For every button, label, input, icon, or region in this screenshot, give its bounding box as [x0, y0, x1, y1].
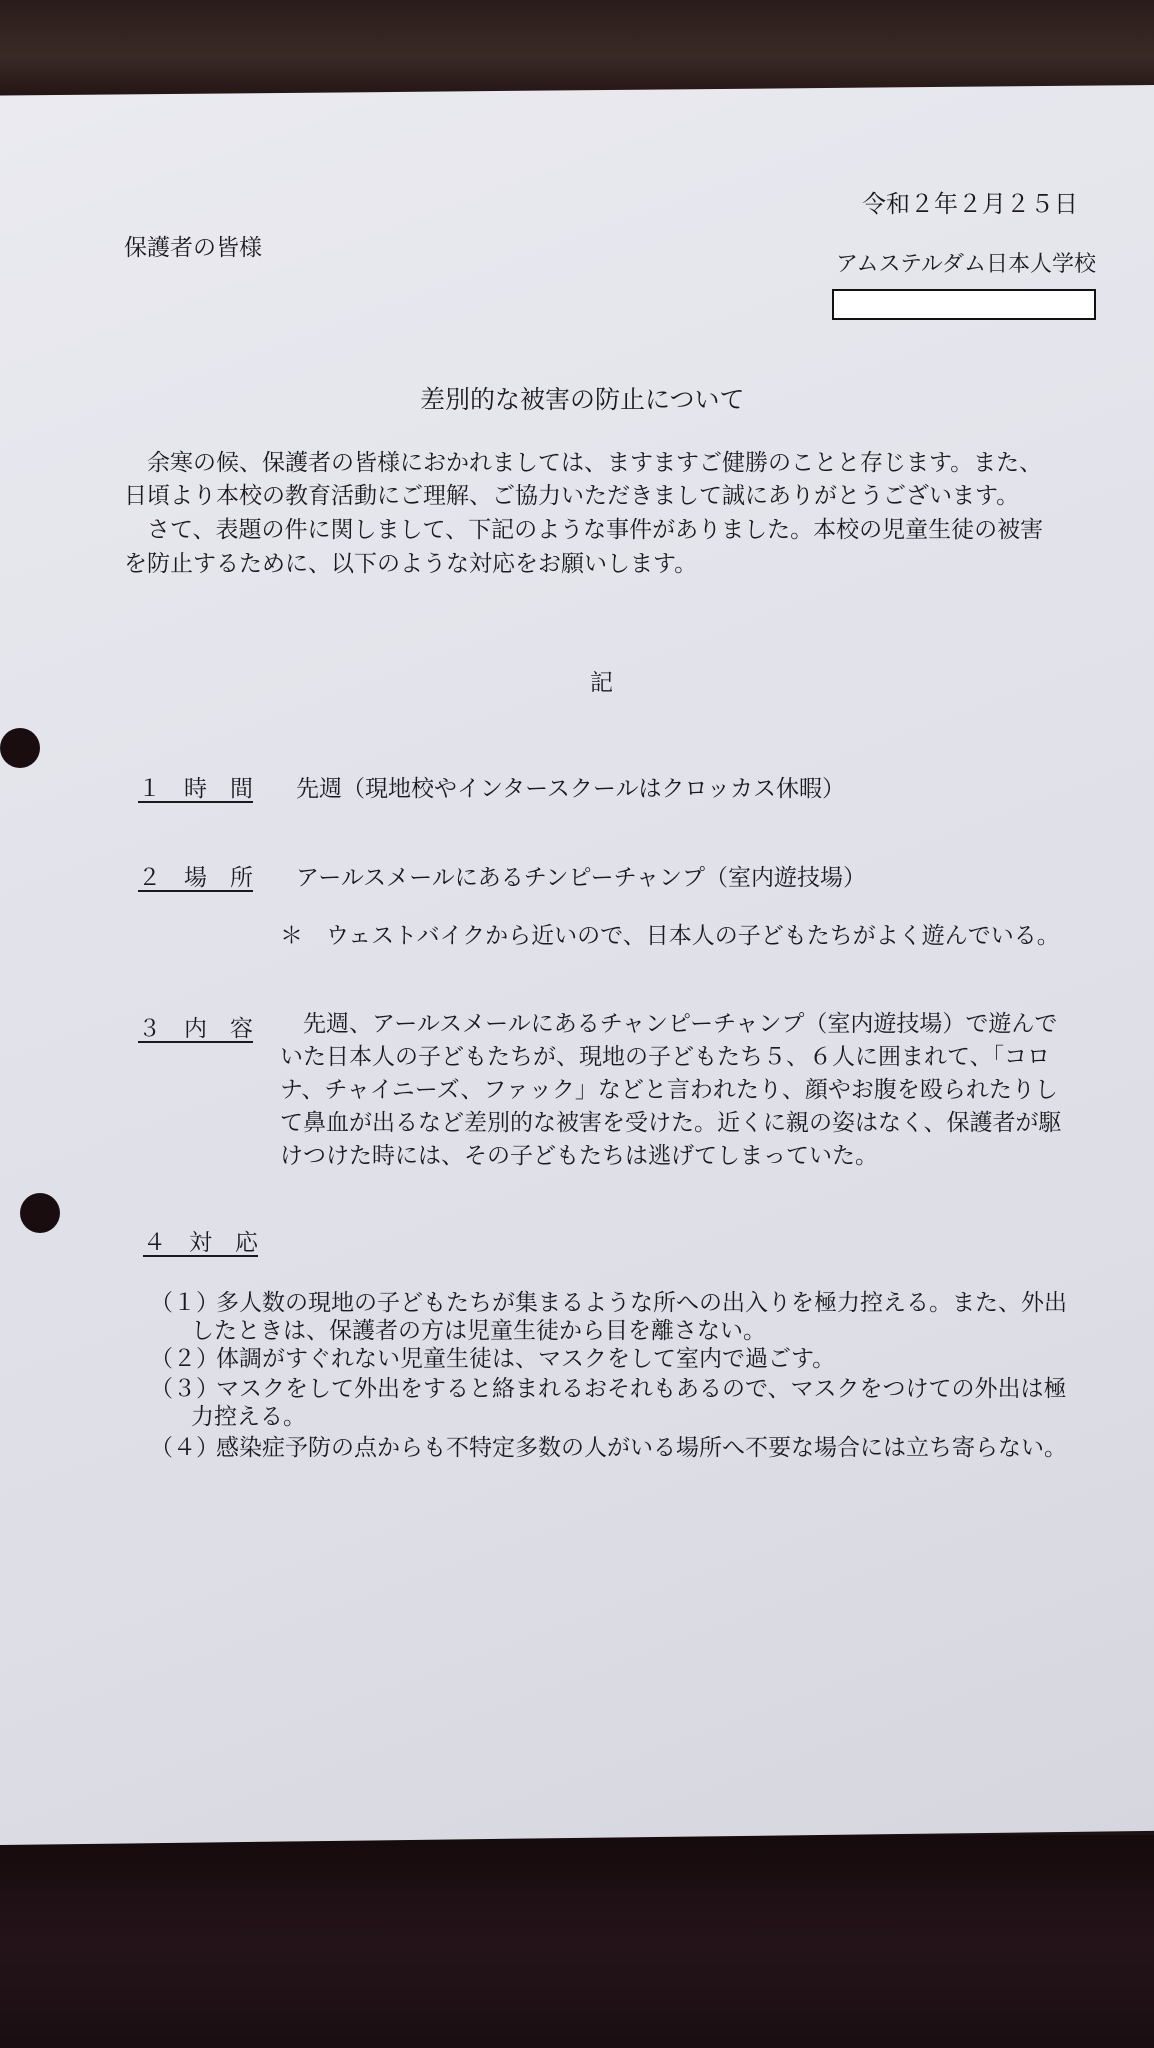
section-heading-place: ２ 場 所: [138, 865, 253, 891]
punch-hole-icon: [20, 1193, 60, 1233]
measure-text: したときは、保護者の方は児童生徒から目を離さない。: [191, 1318, 766, 1344]
measure-number: （２）: [150, 1346, 219, 1372]
measure-text: 体調がすぐれない児童生徒は、マスクをして室内で過ごす。: [216, 1346, 836, 1372]
measure-number: （１）: [150, 1290, 219, 1316]
measure-number: （４）: [150, 1435, 219, 1461]
paper-sheet: [0, 85, 1154, 1845]
section-text: 先週、アールスメールにあるチャンピーチャンプ（室内遊技場）で遊んで: [280, 1011, 1058, 1037]
sender-school: アムステルダム日本人学校: [836, 252, 1097, 277]
section-text: て鼻血が出るなど差別的な被害を受けた。近くに親の姿はなく、保護者が駆: [280, 1110, 1062, 1136]
section-text: 先週（現地校やインタースクールはクロッカス休暇）: [296, 776, 846, 802]
measure-text: 力控える。: [191, 1404, 306, 1430]
section-text: いた日本人の子どもたちが、現地の子どもたち５、６人に囲まれて、「コロ: [280, 1044, 1051, 1070]
measure-number: （３）: [150, 1376, 219, 1402]
section-heading-content: ３ 内 容: [138, 1016, 253, 1042]
section-heading-time: １ 時 間: [138, 776, 253, 802]
intro-line: さて、表題の件に関しまして、下記のような事件がありました。本校の児童生徒の被害: [124, 517, 1044, 543]
document-title: 差別的な被害の防止について: [420, 385, 745, 414]
redaction-box: [832, 289, 1096, 320]
table-surface-bottom: [0, 1835, 1154, 2048]
measure-text: マスクをして外出をすると絡まれるおそれもあるので、マスクをつけての外出は極: [216, 1376, 1067, 1402]
section-text: アールスメールにあるチンピーチャンプ（室内遊技場）: [296, 865, 866, 891]
section-text: ナ、チャイニーズ、ファック」などと言われたり、顔やお腹を殴られたりし: [280, 1077, 1058, 1103]
section-heading-response: ４ 対 応: [143, 1230, 258, 1256]
intro-line: を防止するために、以下のような対応をお願いします。: [124, 551, 698, 577]
table-surface-top: [0, 0, 1154, 95]
ki-heading: 記: [590, 670, 613, 696]
intro-line: 日頃より本校の教育活動にご理解、ご協力いただきまして誠にありがとうございます。: [124, 483, 1020, 509]
section-text: けつけた時には、その子どもたちは逃げてしまっていた。: [280, 1143, 878, 1169]
punch-hole-icon: [0, 728, 40, 768]
section-note: ＊ ウェストバイクから近いので、日本人の子どもたちがよく遊んでいる。: [280, 923, 1060, 949]
document-date: 令和２年２月２５日: [862, 190, 1078, 218]
measure-text: 多人数の現地の子どもたちが集まるような所への出入りを極力控える。また、外出: [216, 1290, 1067, 1316]
measure-text: 感染症予防の点からも不特定多数の人がいる場所へ不要な場合には立ち寄らない。: [216, 1435, 1067, 1461]
intro-line: 余寒の候、保護者の皆様におかれましては、ますますご健勝のことと存じます。また、: [124, 450, 1043, 476]
addressee: 保護者の皆様: [124, 235, 262, 261]
